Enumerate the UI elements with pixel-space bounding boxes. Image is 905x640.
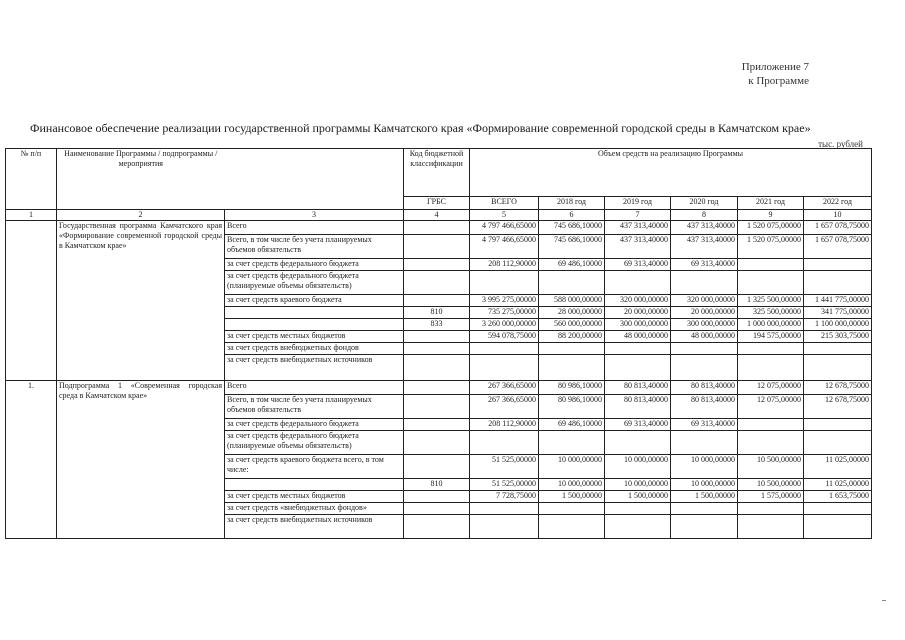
column-number: 3	[225, 210, 404, 221]
header-total: ВСЕГО	[470, 197, 539, 210]
funding-source-label: за счет средств федерального бюджета (планируемые объемы обязательств)	[225, 271, 404, 295]
amount-cell: 1 653,75000	[804, 491, 872, 503]
amount-cell	[804, 431, 872, 455]
amount-cell: 437 313,40000	[671, 235, 738, 259]
amount-cell: 69 486,10000	[539, 419, 605, 431]
amount-cell: 7 728,75000	[470, 491, 539, 503]
grbs-code: 833	[404, 319, 470, 331]
amount-cell: 1 000 000,00000	[738, 319, 804, 331]
amount-cell	[605, 355, 671, 381]
amount-cell	[605, 431, 671, 455]
amount-cell	[738, 355, 804, 381]
amount-cell: 1 657 078,75000	[804, 235, 872, 259]
amount-cell	[671, 355, 738, 381]
amount-cell: 1 500,00000	[605, 491, 671, 503]
amount-cell	[671, 271, 738, 295]
appendix-note	[742, 60, 809, 88]
header-grbs: ГРБС	[404, 197, 470, 210]
amount-cell	[539, 431, 605, 455]
amount-cell	[470, 503, 539, 515]
header-budget-code: Код бюджетной классификации	[404, 149, 470, 197]
units-label: тыс. рублей	[818, 139, 863, 149]
amount-cell	[738, 259, 804, 271]
amount-cell	[539, 343, 605, 355]
amount-cell: 267 366,65000	[470, 395, 539, 419]
amount-cell	[804, 503, 872, 515]
amount-cell	[804, 419, 872, 431]
table-row	[6, 221, 872, 235]
amount-cell: 12 075,00000	[738, 381, 804, 395]
grbs-code	[404, 503, 470, 515]
amount-cell	[671, 343, 738, 355]
column-number: 4	[404, 210, 470, 221]
funding-source-label: Всего, в том числе без учета планируемых объемов обязательств	[225, 235, 404, 259]
amount-cell: 300 000,00000	[605, 319, 671, 331]
amount-cell: 20 000,00000	[671, 307, 738, 319]
column-number: 8	[671, 210, 738, 221]
column-number: 1	[6, 210, 57, 221]
amount-cell: 10 500,00000	[738, 455, 804, 479]
amount-cell: 69 313,40000	[605, 419, 671, 431]
amount-cell: 1 100 000,00000	[804, 319, 872, 331]
grbs-code	[404, 419, 470, 431]
amount-cell: 69 313,40000	[605, 259, 671, 271]
funding-source-label: за счет средств внебюджетных фондов	[225, 343, 404, 355]
grbs-code	[404, 355, 470, 381]
amount-cell: 10 500,00000	[738, 479, 804, 491]
grbs-code	[404, 515, 470, 539]
amount-cell: 80 986,10000	[539, 395, 605, 419]
header-2018: 2018 год	[539, 197, 605, 210]
amount-cell: 437 313,40000	[671, 221, 738, 235]
grbs-code	[404, 491, 470, 503]
amount-cell: 4 797 466,65000	[470, 235, 539, 259]
amount-cell: 10 000,00000	[671, 479, 738, 491]
amount-cell: 80 813,40000	[671, 395, 738, 419]
amount-cell	[671, 503, 738, 515]
amount-cell	[539, 503, 605, 515]
column-number: 6	[539, 210, 605, 221]
header-name: Наименование Программы / подпрограммы / мероприятия	[57, 149, 225, 210]
amount-cell: 560 000,00000	[539, 319, 605, 331]
amount-cell: 437 313,40000	[605, 235, 671, 259]
column-number: 9	[738, 210, 804, 221]
grbs-code: 810	[404, 479, 470, 491]
amount-cell: 11 025,00000	[804, 479, 872, 491]
header-funding: Объем средств на реализацию Программы	[470, 149, 872, 197]
amount-cell: 320 000,00000	[605, 295, 671, 307]
subprogram-section	[6, 381, 872, 539]
amount-cell: 69 486,10000	[539, 259, 605, 271]
amount-cell: 745 686,10000	[539, 235, 605, 259]
funding-table	[5, 148, 872, 539]
column-number: 7	[605, 210, 671, 221]
funding-source-label	[225, 307, 404, 319]
amount-cell	[738, 419, 804, 431]
funding-source-label: Всего	[225, 381, 404, 395]
amount-cell: 12 075,00000	[738, 395, 804, 419]
amount-cell: 745 686,10000	[539, 221, 605, 235]
amount-cell: 12 678,75000	[804, 381, 872, 395]
amount-cell	[738, 271, 804, 295]
amount-cell: 3 260 000,00000	[470, 319, 539, 331]
amount-cell	[539, 271, 605, 295]
amount-cell: 3 995 275,00000	[470, 295, 539, 307]
grbs-code	[404, 259, 470, 271]
amount-cell	[470, 515, 539, 539]
amount-cell	[738, 343, 804, 355]
funding-source-label: за счет средств местных бюджетов	[225, 331, 404, 343]
amount-cell: 88 200,00000	[539, 331, 605, 343]
funding-source-label: Всего	[225, 221, 404, 235]
funding-source-label: за счет средств краевого бюджета всего, в том числе:	[225, 455, 404, 479]
grbs-code	[404, 431, 470, 455]
grbs-code	[404, 455, 470, 479]
funding-source-label: за счет средств федерального бюджета	[225, 259, 404, 271]
amount-cell: 1 575,00000	[738, 491, 804, 503]
column-number-row	[6, 210, 872, 221]
grbs-code	[404, 331, 470, 343]
amount-cell: 1 657 078,75000	[804, 221, 872, 235]
amount-cell	[470, 355, 539, 381]
amount-cell	[804, 343, 872, 355]
amount-cell	[605, 515, 671, 539]
appendix-line-1: Приложение 7	[741, 61, 809, 73]
amount-cell	[671, 515, 738, 539]
amount-cell	[470, 271, 539, 295]
row-number	[6, 221, 57, 381]
program-name: Государственная программа Камчатского края «Формирование современной городской среды в Камчатском крае»	[57, 221, 225, 381]
funding-source-label	[225, 479, 404, 491]
funding-source-label: за счет средств внебюджетных источников	[225, 355, 404, 381]
amount-cell	[470, 343, 539, 355]
amount-cell: 51 525,00000	[470, 479, 539, 491]
amount-cell	[539, 515, 605, 539]
program-section	[6, 221, 872, 381]
amount-cell: 69 313,40000	[671, 259, 738, 271]
amount-cell	[804, 259, 872, 271]
amount-cell: 208 112,90000	[470, 259, 539, 271]
amount-cell: 69 313,40000	[671, 419, 738, 431]
amount-cell: 10 000,00000	[671, 455, 738, 479]
amount-cell	[738, 503, 804, 515]
header-2020: 2020 год	[671, 197, 738, 210]
amount-cell: 735 275,00000	[470, 307, 539, 319]
column-number: 2	[57, 210, 225, 221]
amount-cell: 80 813,40000	[605, 381, 671, 395]
amount-cell: 11 025,00000	[804, 455, 872, 479]
column-number: 5	[470, 210, 539, 221]
grbs-code	[404, 271, 470, 295]
grbs-code	[404, 381, 470, 395]
header-2019: 2019 год	[605, 197, 671, 210]
table-row	[6, 381, 872, 395]
funding-source-label: за счет средств федерального бюджета (планируемые объемы обязательств)	[225, 431, 404, 455]
amount-cell	[605, 343, 671, 355]
amount-cell: 51 525,00000	[470, 455, 539, 479]
amount-cell	[539, 355, 605, 381]
amount-cell: 10 000,00000	[539, 479, 605, 491]
scan-mark	[882, 600, 886, 601]
amount-cell: 4 797 466,65000	[470, 221, 539, 235]
funding-source-label: за счет средств местных бюджетов	[225, 491, 404, 503]
amount-cell	[605, 271, 671, 295]
amount-cell: 267 366,65000	[470, 381, 539, 395]
amount-cell: 594 078,75000	[470, 331, 539, 343]
amount-cell: 194 575,00000	[738, 331, 804, 343]
amount-cell: 208 112,90000	[470, 419, 539, 431]
amount-cell	[804, 515, 872, 539]
funding-source-label: за счет средств краевого бюджета	[225, 295, 404, 307]
amount-cell	[804, 271, 872, 295]
header-2021: 2021 год	[738, 197, 804, 210]
amount-cell: 10 000,00000	[605, 455, 671, 479]
amount-cell	[671, 431, 738, 455]
amount-cell: 588 000,00000	[539, 295, 605, 307]
amount-cell	[738, 431, 804, 455]
appendix-line-2: к Программе	[748, 75, 809, 87]
row-number: 1.	[6, 381, 57, 539]
amount-cell: 325 500,00000	[738, 307, 804, 319]
amount-cell: 300 000,00000	[671, 319, 738, 331]
grbs-code	[404, 395, 470, 419]
amount-cell: 341 775,00000	[804, 307, 872, 319]
amount-cell: 215 303,75000	[804, 331, 872, 343]
amount-cell: 20 000,00000	[605, 307, 671, 319]
funding-source-label	[225, 319, 404, 331]
amount-cell: 1 500,00000	[539, 491, 605, 503]
column-number: 10	[804, 210, 872, 221]
amount-cell: 48 000,00000	[671, 331, 738, 343]
amount-cell	[470, 431, 539, 455]
grbs-code	[404, 343, 470, 355]
document-title: Финансовое обеспечение реализации государственной программы Камчатского края «Формирование современной городской среды в Камчатском крае»	[30, 121, 811, 135]
amount-cell: 1 325 500,00000	[738, 295, 804, 307]
funding-source-label: за счет средств «внебюджетных фондов»	[225, 503, 404, 515]
amount-cell: 28 000,00000	[539, 307, 605, 319]
amount-cell: 80 986,10000	[539, 381, 605, 395]
grbs-code: 810	[404, 307, 470, 319]
grbs-code	[404, 295, 470, 307]
grbs-code	[404, 235, 470, 259]
grbs-code	[404, 221, 470, 235]
amount-cell	[804, 355, 872, 381]
amount-cell: 80 813,40000	[671, 381, 738, 395]
amount-cell	[605, 503, 671, 515]
funding-source-label: за счет средств федерального бюджета	[225, 419, 404, 431]
funding-source-label: Всего, в том числе без учета планируемых объемов обязательств	[225, 395, 404, 419]
amount-cell	[738, 515, 804, 539]
amount-cell: 12 678,75000	[804, 395, 872, 419]
amount-cell: 10 000,00000	[605, 479, 671, 491]
header-name-continued	[225, 149, 404, 210]
amount-cell: 80 813,40000	[605, 395, 671, 419]
amount-cell: 1 441 775,00000	[804, 295, 872, 307]
amount-cell: 1 500,00000	[671, 491, 738, 503]
amount-cell: 10 000,00000	[539, 455, 605, 479]
header-2022: 2022 год	[804, 197, 872, 210]
amount-cell: 437 313,40000	[605, 221, 671, 235]
funding-source-label: за счет средств внебюджетных источников	[225, 515, 404, 539]
amount-cell: 1 520 075,00000	[738, 221, 804, 235]
program-name: Подпрограмма 1 «Современная городская среда в Камчатском крае»	[57, 381, 225, 539]
amount-cell: 48 000,00000	[605, 331, 671, 343]
header-no: № п/п	[6, 149, 57, 210]
amount-cell: 1 520 075,00000	[738, 235, 804, 259]
amount-cell: 320 000,00000	[671, 295, 738, 307]
